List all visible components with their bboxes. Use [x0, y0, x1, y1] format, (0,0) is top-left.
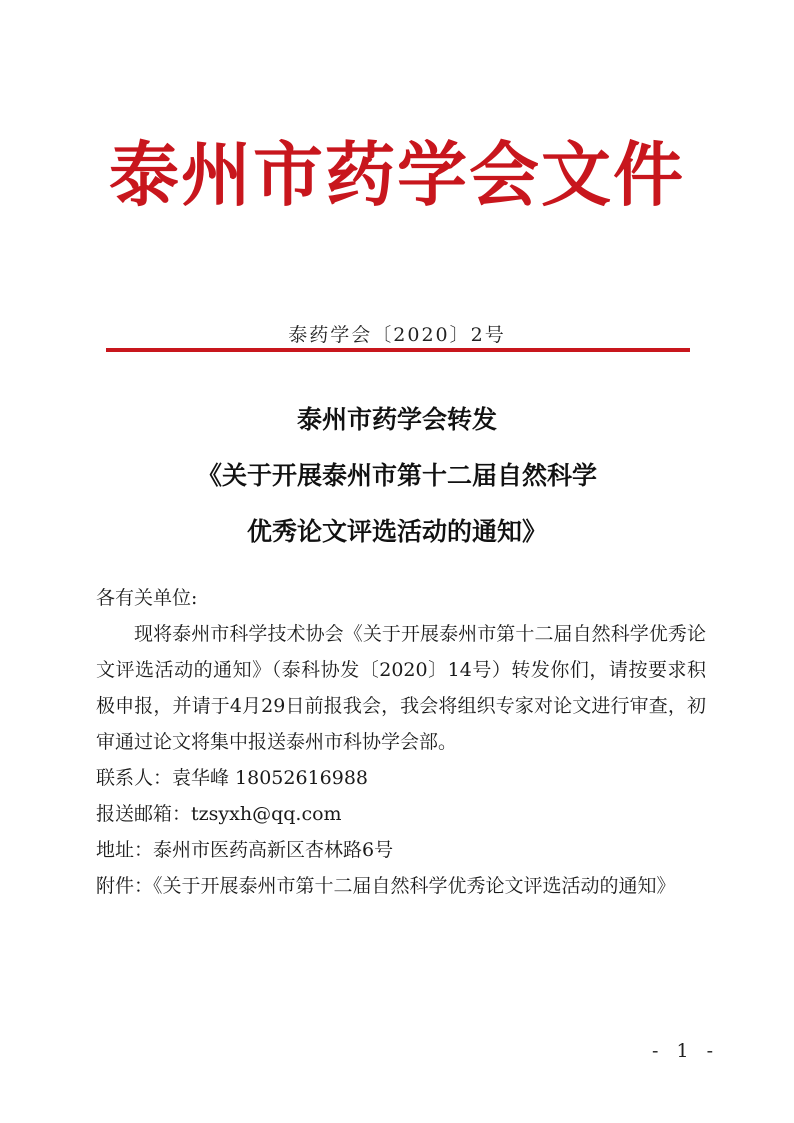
notice-title-line-1: 泰州市药学会转发: [296, 405, 497, 434]
document-number: 泰药学会〔2020〕2号: [288, 324, 506, 346]
red-separator-line: [106, 348, 690, 352]
attachment-line: 附件：《关于开展泰州市第十二届自然科学优秀论文评选活动的通知》: [96, 875, 676, 897]
contact-line: 联系人：袁华峰 18052616988: [96, 767, 369, 789]
address-line: 地址：泰州市医药高新区杏林路6号: [96, 839, 394, 861]
notice-title-line-2: 《关于开展泰州市第十二届自然科学: [196, 461, 597, 490]
notice-title: [0, 392, 794, 560]
document-header-title: 泰州市药学会文件: [109, 133, 685, 216]
addressee: 各有关单位:: [96, 587, 198, 609]
document-body: [96, 580, 706, 904]
notice-title-line-3: 优秀论文评选活动的通知》: [246, 517, 547, 546]
email-line: 报送邮箱：tzsyxh@qq.com: [96, 803, 342, 825]
page-number: - 1 -: [652, 1040, 720, 1062]
main-paragraph: 现将泰州市科学技术协会《关于开展泰州市第十二届自然科学优秀论文评选活动的通知》（泰科协发〔2020〕14号）转发你们，请按要求积极申报，并请于4月29日前报我会，我会将组织专家对论文进行审查，初审通过论文将集中报送泰州市科协学会部。: [96, 623, 706, 753]
